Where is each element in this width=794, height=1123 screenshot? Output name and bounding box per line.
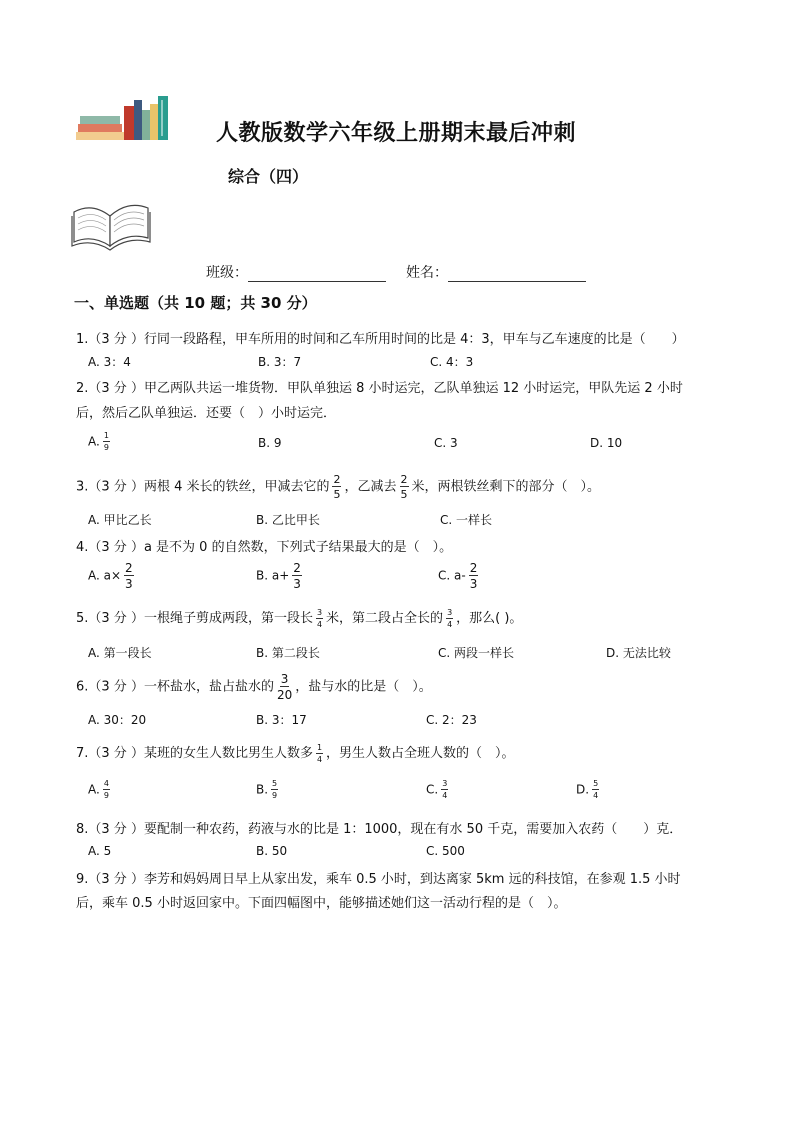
q2-option-c[interactable]: C. 3 xyxy=(434,436,458,450)
q7-option-b-fraction: $\frac{5}{9}$ xyxy=(272,779,278,800)
q2-option-d[interactable]: D. 10 xyxy=(590,436,623,450)
q7-option-d[interactable]: D. $\frac{5}{4}$ xyxy=(576,779,599,800)
q5-option-d[interactable]: D. 无法比较 xyxy=(606,646,671,660)
q4-option-c[interactable]: C. a- $\frac{2}{3}$ xyxy=(438,561,478,591)
q3-fraction-1: $\frac{2}{5}$ xyxy=(333,473,341,501)
q7-fraction: $\frac{1}{4}$ xyxy=(316,742,323,764)
q4-option-b[interactable]: B. a+ $\frac{2}{3}$ xyxy=(256,561,301,591)
question-7: 7.（3 分 ）某班的女生人数比男生人数多 $\frac{1}{4}$ ，男生人数占全班人数的（ ）。 xyxy=(76,742,515,764)
q2-option-a-fraction: $\frac{1}{9}$ xyxy=(103,431,109,452)
q3-option-a[interactable]: A. 甲比乙长 xyxy=(88,513,152,527)
q7-option-c[interactable]: C. $\frac{3}{4}$ xyxy=(426,779,448,800)
q4-option-b-fraction: $\frac{2}{3}$ xyxy=(293,561,301,591)
q5-option-b[interactable]: B. 第二段长 xyxy=(256,646,320,660)
question-6: 6.（3 分 ）一杯盐水，盐占盐水的 $\frac{3}{20}$ ，盐与水的比是（ ）。 xyxy=(76,672,432,702)
q7-option-a[interactable]: A. $\frac{4}{9}$ xyxy=(88,779,109,800)
q4-option-a[interactable]: A. a× $\frac{2}{3}$ xyxy=(88,561,133,591)
q3-option-c[interactable]: C. 一样长 xyxy=(440,513,493,527)
q7-option-c-fraction: $\frac{3}{4}$ xyxy=(442,779,448,800)
q7-option-b[interactable]: B. $\frac{5}{9}$ xyxy=(256,779,278,800)
question-8: 8.（3 分 ）要配制一种农药，药液与水的比是 1：1000，现在有水 50 千克，需要加入农药（ ）克． xyxy=(76,822,683,837)
q4-option-a-fraction: $\frac{2}{3}$ xyxy=(125,561,133,591)
books-stack-icon xyxy=(76,94,176,142)
q6-option-c[interactable]: C. 2：23 xyxy=(426,713,477,727)
q2-option-b[interactable]: B. 9 xyxy=(258,436,282,450)
q5-fraction-1: $\frac{3}{4}$ xyxy=(316,607,323,629)
q1-option-a[interactable]: A. 3：4 xyxy=(88,355,131,369)
question-4: 4.（3 分 ）a 是不为 0 的自然数，下列式子结果最大的是（ ）。 xyxy=(76,540,453,555)
question-1: 1.（3 分 ）行同一段路程，甲车所用的时间和乙车所用时间的比是 4：3，甲车与乙车速度的比是（ ） xyxy=(76,332,685,347)
q1-option-b[interactable]: B. 3：7 xyxy=(258,355,302,369)
q8-option-a[interactable]: A. 5 xyxy=(88,844,112,858)
q6-option-b[interactable]: B. 3：17 xyxy=(256,713,307,727)
q5-fraction-2: $\frac{3}{4}$ xyxy=(447,607,453,629)
question-9-line1: 9.（3 分 ）李芳和妈妈周日早上从家出发，乘车 0.5 小时，到达离家 5km 远的科技馆，在参观 1.5 小时 xyxy=(76,872,681,887)
q5-option-c[interactable]: C. 两段一样长 xyxy=(438,646,515,660)
class-label: 班级： xyxy=(206,265,248,281)
q3-fraction-2: $\frac{2}{5}$ xyxy=(400,473,408,501)
name-field xyxy=(406,262,586,282)
q1-option-c[interactable]: C. 4：3 xyxy=(430,355,474,369)
q5-option-a[interactable]: A. 第一段长 xyxy=(88,646,152,660)
q6-fraction: $\frac{3}{20}$ xyxy=(276,672,293,702)
open-book-icon xyxy=(70,194,152,254)
q7-option-d-fraction: $\frac{5}{4}$ xyxy=(593,779,599,800)
q8-option-b[interactable]: B. 50 xyxy=(256,844,288,858)
name-label: 姓名： xyxy=(406,265,448,281)
q2-option-a[interactable] xyxy=(88,432,113,452)
q3-option-b[interactable]: B. 乙比甲长 xyxy=(256,513,320,527)
question-5: 5.（3 分 ）一根绳子剪成两段，第一段长 $\frac{3}{4}$ 米，第二段占全长的 $\frac{3}{4}$ ，那么( )。 xyxy=(76,607,523,629)
page-title: 人教版数学六年级上册期末最后冲刺 xyxy=(216,121,577,146)
question-3: 3.（3 分 ）两根 4 米长的铁丝，甲减去它的 $\frac{2}{5}$ ，乙减去 $\frac{2}{5}$ 米，两根铁丝剩下的部分（ ）。 xyxy=(76,473,601,501)
q2-option-a-label: A. xyxy=(88,434,100,449)
q8-option-c[interactable]: C. 500 xyxy=(426,844,465,858)
page-subtitle: 综合（四） xyxy=(228,167,309,186)
class-field xyxy=(206,262,386,282)
class-blank[interactable] xyxy=(248,267,386,282)
question-9-line2: 后，乘车 0.5 小时返回家中。下面四幅图中，能够描述她们这一活动行程的是（ ）。 xyxy=(76,896,567,911)
name-blank[interactable] xyxy=(448,267,586,282)
question-2-line2: 后，然后乙队单独运．还要（ ）小时运完． xyxy=(76,406,337,421)
q7-option-a-fraction: $\frac{4}{9}$ xyxy=(103,779,109,800)
section-heading: 一、单选题（共 10 题；共 30 分） xyxy=(74,294,317,312)
question-2-line1: 2.（3 分 ）甲乙两队共运一堆货物．甲队单独运 8 小时运完，乙队单独运 12 小时运完，甲队先运 2 小时 xyxy=(76,381,683,396)
q6-option-a[interactable]: A. 30：20 xyxy=(88,713,147,727)
q4-option-c-fraction: $\frac{2}{3}$ xyxy=(469,561,478,591)
